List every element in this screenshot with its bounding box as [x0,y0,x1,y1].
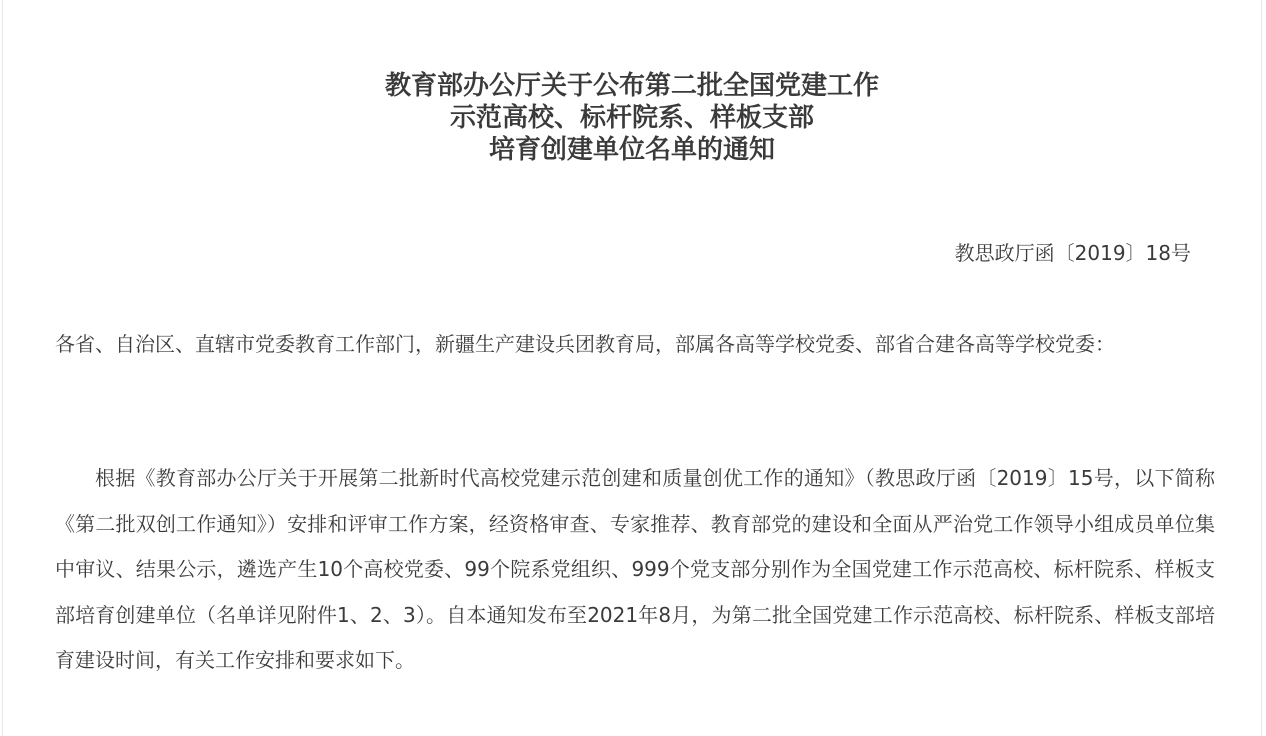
document-page [2,0,1262,736]
title-line-2: 示范高校、标杆院系、样板支部 [449,103,814,133]
title-line-1: 教育部办公厅关于公布第二批全国党建工作 [384,71,879,101]
document-title [3,70,1261,166]
document-number: 教思政厅函〔2019〕18号 [954,241,1191,265]
addressee-paragraph: 各省、自治区、直辖市党委教育工作部门，新疆生产建设兵团教育局，部属各高等学校党委、部省合建各高等学校党委： [55,332,1115,356]
title-line-3: 培育创建单位名单的通知 [488,135,775,165]
body-paragraph: 根据《教育部办公厅关于开展第二批新时代高校党建示范创建和质量创优工作的通知》（教思政厅函〔2019〕15号，以下简称《第二批双创工作通知》）安排和评审工作方案，经资格审查、专家推荐、教育部党的建设和全面从严治党工作领导小组成员单位集中审议、结果公示，遴选产生10个高校党委、99个院系党组织、999个党支部分别作为全国党建工作示范高校、标杆院系、样板支部培育创建单位（名单详见附件1、2、3）。自本通知发布至2021年8月，为第二批全国党建工作示范高校、标杆院系、样板支部培育建设时间，有关工作安排和要求如下。 [55,466,1215,672]
